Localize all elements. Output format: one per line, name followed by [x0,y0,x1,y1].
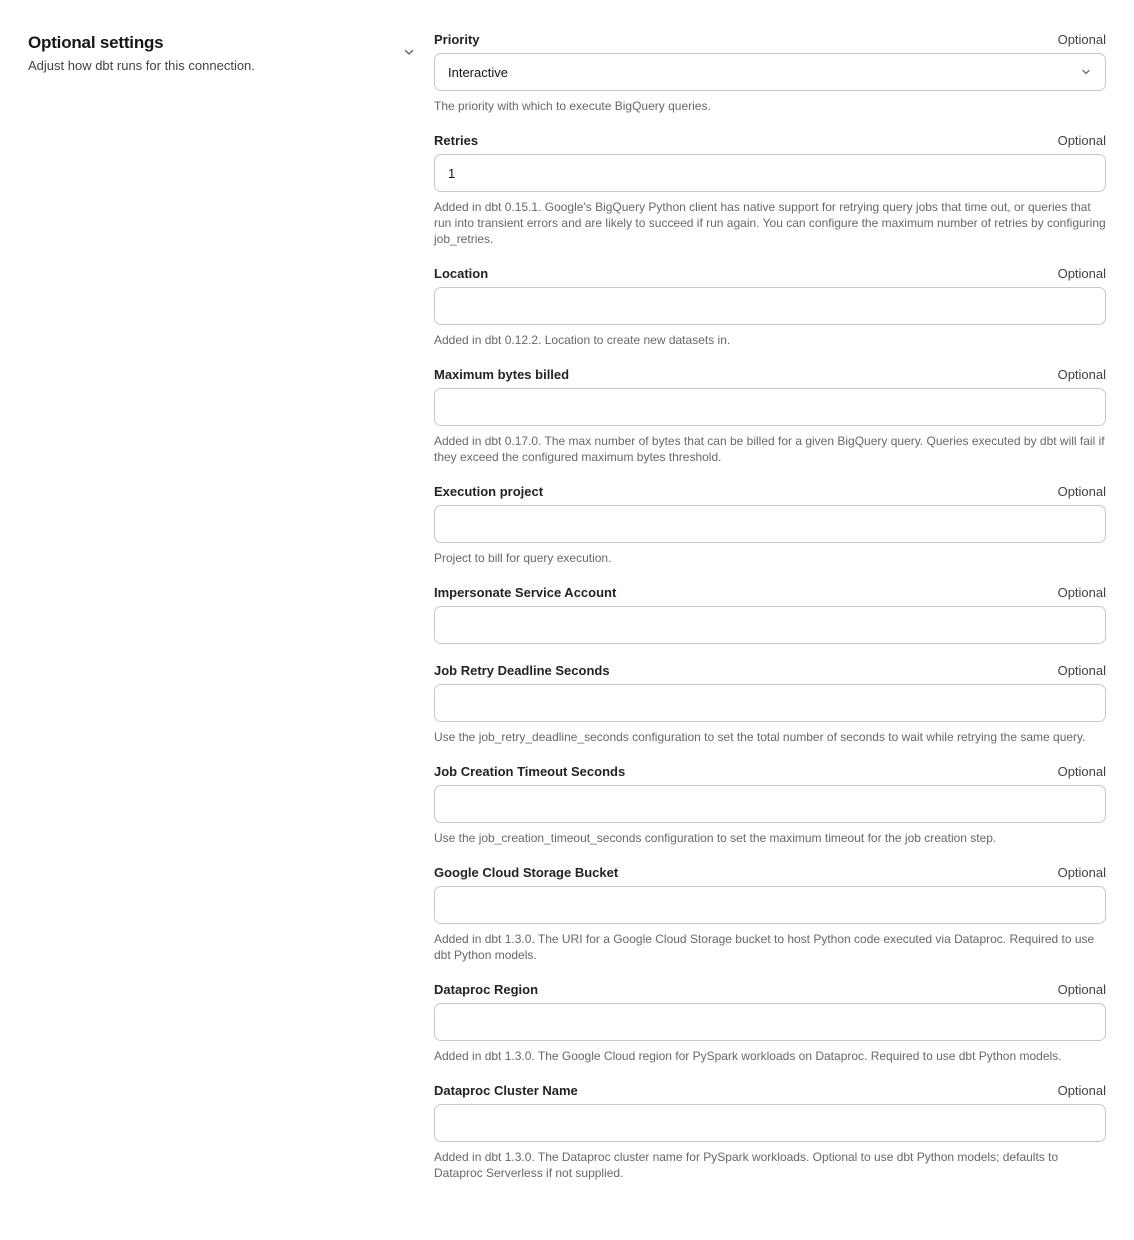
field-label: Google Cloud Storage Bucket [434,865,619,880]
field-row-execution-project [434,484,1106,566]
field-row-dataproc-region [434,982,1106,1064]
field-label: Dataproc Cluster Name [434,1083,578,1098]
optional-badge: Optional [1057,663,1106,678]
location-input[interactable] [434,287,1106,325]
section-title: Optional settings [28,33,164,52]
optional-badge: Optional [1057,266,1106,281]
impersonate-service-account-input[interactable] [434,606,1106,644]
field-label: Dataproc Region [434,982,539,997]
field-help-text: Use the job_retry_deadline_seconds configuration to set the total number of seconds to wait while retrying the same query. [434,730,1086,744]
execution-project-input[interactable] [434,505,1106,543]
field-row-job-creation-timeout-seconds [434,764,1106,846]
field-header [434,1083,1106,1098]
field-help-text: Added in dbt 0.15.1. Google's BigQuery Python client has native support for retrying query jobs that time out, or queries that run into transient errors and are likely to succeed if run again. You can configure the maximum number of retries by configuring job_retries. [434,200,1106,246]
optional-badge: Optional [1057,133,1106,148]
field-row-impersonate-service-account [434,585,1106,644]
field-header [434,663,1106,678]
field-row-retries [434,133,1106,247]
field-help-text: The priority with which to execute BigQuery queries. [434,99,711,113]
field-header [434,367,1106,382]
optional-badge: Optional [1057,1083,1106,1098]
field-label: Job Retry Deadline Seconds [434,663,610,678]
field-row-job-retry-deadline-seconds [434,663,1106,745]
optional-badge: Optional [1057,32,1106,47]
field-help-text: Project to bill for query execution. [434,551,612,565]
optional-badge: Optional [1057,764,1106,779]
dataproc-cluster-name-input[interactable] [434,1104,1106,1142]
field-header [434,982,1106,997]
field-help-text: Added in dbt 0.17.0. The max number of bytes that can be billed for a given BigQuery query. Queries executed by dbt will fail if they exceed the configured maximum bytes threshold. [434,434,1105,464]
field-row-dataproc-cluster-name [434,1083,1106,1181]
field-header [434,865,1106,880]
field-header [434,133,1106,148]
optional-badge: Optional [1057,982,1106,997]
select-value: Interactive [448,64,508,80]
field-row-google-cloud-storage-bucket [434,865,1106,963]
maximum-bytes-billed-input[interactable] [434,388,1106,426]
dataproc-region-input[interactable] [434,1003,1106,1041]
field-header [434,266,1106,281]
google-cloud-storage-bucket-input[interactable] [434,886,1106,924]
retries-input[interactable] [434,154,1106,192]
field-label: Job Creation Timeout Seconds [434,764,626,779]
section-header [28,32,422,74]
field-row-location [434,266,1106,348]
optional-badge: Optional [1057,484,1106,499]
section-header-text [28,32,255,74]
field-row-maximum-bytes-billed [434,367,1106,465]
field-label: Priority [434,32,480,47]
field-help-text: Added in dbt 1.3.0. The Google Cloud region for PySpark workloads on Dataproc. Required to use dbt Python models. [434,1049,1062,1063]
field-help-text: Added in dbt 1.3.0. The Dataproc cluster name for PySpark workloads. Optional to use dbt Python models; defaults to Dataproc Serverless if not supplied. [434,1150,1059,1180]
field-help-text: Added in dbt 0.12.2. Location to create new datasets in. [434,333,731,347]
field-header [434,764,1106,779]
field-header [434,32,1106,47]
field-label: Impersonate Service Account [434,585,617,600]
optional-badge: Optional [1057,585,1106,600]
optional-badge: Optional [1057,865,1106,880]
field-row-priority [434,32,1106,114]
field-help-text: Added in dbt 1.3.0. The URI for a Google Cloud Storage bucket to host Python code executed via Dataproc. Required to use dbt Python models. [434,932,1095,962]
field-label: Retries [434,133,479,148]
field-help-text: Use the job_creation_timeout_seconds configuration to set the maximum timeout for the job creation step. [434,831,997,845]
job-retry-deadline-seconds-input[interactable] [434,684,1106,722]
field-label: Location [434,266,489,281]
chevron-down-icon [1080,66,1092,78]
optional-settings-form [434,32,1106,1200]
section-subtitle: Adjust how dbt runs for this connection. [28,58,255,73]
field-header [434,585,1106,600]
optional-badge: Optional [1057,367,1106,382]
section-collapse-chevron-icon[interactable] [402,45,416,59]
job-creation-timeout-seconds-input[interactable] [434,785,1106,823]
field-header [434,484,1106,499]
priority-select[interactable] [434,53,1106,91]
field-label: Maximum bytes billed [434,367,570,382]
field-label: Execution project [434,484,544,499]
